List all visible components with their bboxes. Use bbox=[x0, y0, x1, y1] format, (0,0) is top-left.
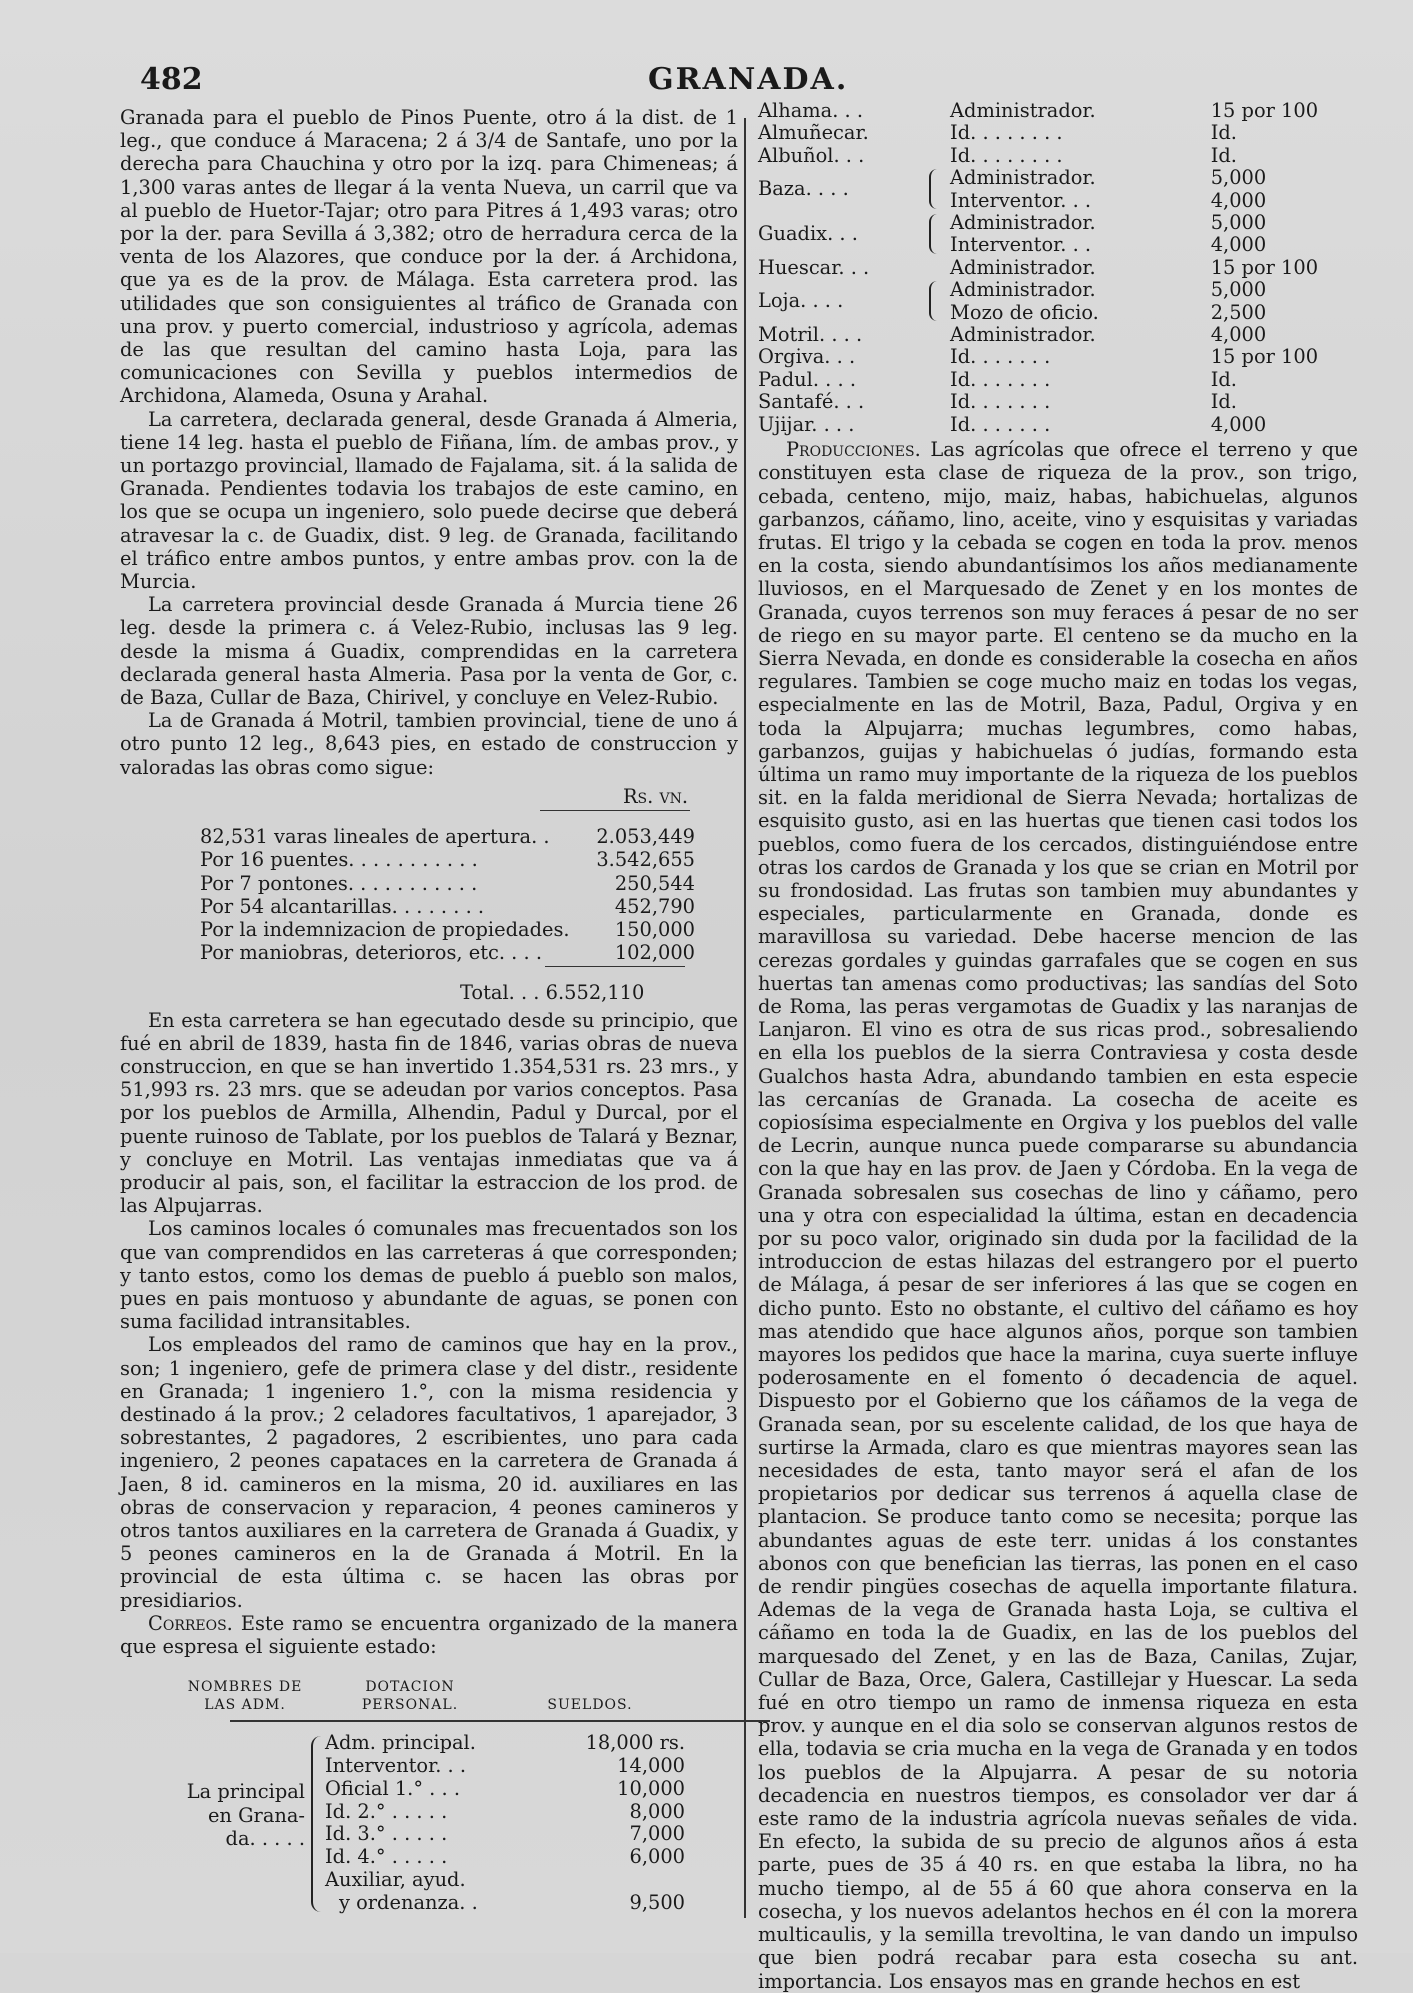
admin-salary: Id. bbox=[1210, 390, 1237, 414]
table-row bbox=[200, 825, 695, 848]
table-row bbox=[758, 414, 1358, 436]
table-row bbox=[758, 369, 1358, 391]
paragraph: En esta carretera se han egecutado desde su principio, que fué en abril de 1839, hasta fin de 1846, varias obras de nueva construccion, en que se han invertido 1.354,531 rs. 23 mrs., y 51,993 rs. 23 mrs. que se adeudan por varios conceptos. Pasa por los pueblos de Armilla, Alhendin, Padul y Durcal, por el puente ruinoso de Tablate, por los pueblos de Talará y Beznar, y concluye en Motril. Las ventajas inmediatas que va á producir al pais, son, el facilitar la estraccion de los prod. de las Alpujarras. bbox=[120, 1008, 738, 1218]
divider bbox=[540, 810, 690, 811]
table-row bbox=[758, 167, 1358, 212]
salary-value: 8,000 bbox=[629, 1799, 685, 1823]
table-row bbox=[758, 391, 1358, 413]
cost-value: 3.542,655 bbox=[596, 848, 695, 872]
costs-header: Rs. vn. bbox=[622, 784, 688, 808]
admin-salary: 15 por 100 bbox=[1210, 345, 1319, 369]
admin-salary-line: 2,500 bbox=[1210, 300, 1267, 324]
table-row bbox=[758, 324, 1358, 346]
staff-item: Auxiliar, ayud. bbox=[325, 1867, 466, 1891]
table-row bbox=[200, 872, 695, 895]
cost-label: Por maniobras, deterioros, etc. . . . bbox=[200, 941, 542, 965]
staff-item: y ordenanza. . bbox=[339, 1890, 478, 1914]
admin-salary-line: 4,000 bbox=[1210, 188, 1267, 212]
admin-salary-line: 4,000 bbox=[1210, 233, 1267, 257]
correos-table-header bbox=[120, 1678, 738, 1714]
staff-item: Id. 2.° . . . . . bbox=[325, 1799, 448, 1823]
section-label: Producciones. bbox=[786, 438, 921, 462]
cost-value: 452,790 bbox=[614, 894, 695, 918]
administrations-table bbox=[758, 100, 1358, 436]
admin-location: Ujijar. . . . bbox=[758, 412, 855, 436]
cost-label: 82,531 varas lineales de apertura. . bbox=[200, 825, 550, 849]
total-value: 6.552,110 bbox=[545, 981, 645, 1005]
salary-value: 10,000 bbox=[617, 1776, 685, 1800]
costs-table bbox=[200, 825, 695, 964]
admin-salary: 15 por 100 bbox=[1210, 255, 1319, 279]
cost-label: Por 54 alcantarillas. . . . . . . . bbox=[200, 894, 485, 918]
table-row bbox=[758, 279, 1358, 324]
column-rule bbox=[744, 118, 746, 1918]
salary-value: 18,000 rs. bbox=[585, 1731, 685, 1755]
cost-value: 250,544 bbox=[614, 871, 695, 895]
staff-item: Id. 3.° . . . . . bbox=[325, 1822, 448, 1846]
cost-label: Por 7 pontones. . . . . . . . . . . bbox=[200, 871, 478, 895]
admin-location: Huescar. . . bbox=[758, 255, 870, 279]
salary-value: 14,000 bbox=[617, 1754, 685, 1777]
admin-location: Guadix. . . bbox=[758, 222, 858, 246]
cost-label: Por la indemnizacion de propiedades. bbox=[200, 917, 570, 941]
admin-location: Loja. . . . bbox=[758, 289, 844, 313]
left-column bbox=[120, 106, 738, 1915]
admin-salary bbox=[1211, 167, 1358, 212]
admin-position: Administrador. bbox=[950, 255, 1096, 279]
costs-total bbox=[120, 981, 738, 1004]
admin-position-line: Administrador. bbox=[950, 211, 1096, 235]
staff-item: Adm. principal. bbox=[325, 1731, 476, 1755]
staff-item: Interventor. . . bbox=[325, 1754, 467, 1777]
brace bbox=[305, 1732, 325, 1914]
admin-position bbox=[950, 167, 1211, 212]
table-row bbox=[758, 212, 1358, 257]
running-title: GRANADA. bbox=[648, 62, 849, 97]
table-row bbox=[758, 122, 1358, 144]
admin-position-line: Interventor. . . bbox=[950, 233, 1092, 257]
staff-list bbox=[325, 1732, 565, 1914]
paragraph-text: Las agrícolas que ofrece el terreno y que constituyen esta clase de riqueza de la prov., son trigo, cebada, centeno, mijo, maiz, habas, habichuelas, algunos garbanzos, cáñamo, lino, aceite, vino y esquisitas y variadas frutas. El trigo y la cebada se cogen en toda la prov. menos en la costa, siendo abundantísimos los años medianamente lluviosos, en el Marquesado de Zenet y en los montes de Granada, cuyos terrenos son muy feraces á pesar de no ser de riego en su mayor parte. El centeno se da mucho en la Sierra Nevada, en donde es considerable la cosecha en años regulares. Tambien se coge mucho maiz en todas los vegas, especialmente en las de Motril, Baza, Padul, Orgiva y en toda la Alpujarra; muchas legumbres, como habas, garbanzos, guijas y habichuelas ó judías, formando esta última un ramo muy importante de la riqueza de los pueblos sit. en la falda meridional de Sierra Nevada; hortalizas de esquisito gusto, asi en las huertas que tienen casi todos los pueblos, como fuera de los cercados, distinguiéndose entre otras los cardos de Granada y los que se crian en Motril por su frondosidad. Las frutas son tambien muy abundantes y especiales, particularmente en Granada, donde es maravillosa su variedad. Debe hacerse mencion de las cerezas gordales y guindas garrafales que se cogen en sus huertas tan amenas como productivas; las sandías del Soto de Roma, las peras vergamotas de Guadix y las naranjas de Lanjaron. El vino es otra de sus ricas prod., sobresaliendo en ella los pueblos de la sierra Contraviesa y costa desde Gualchos hasta Adra, abundando tambien en esta especie las cercanías de Granada. La cosecha de aceite es copiosísima especialmente en Orgiva y los pueblos del valle de Lecrin, aunque nunca puede compararse su abundancia con la que hay en las prov. de Jaen y Córdoba. En la vega de Granada sobresalen sus cosechas de lino y cáñamo, pero una y otra con especialidad la última, estan en decadencia por su poco valor, originado sin duda por la facilidad de la introduccion de estas hilazas del estrangero por el puerto de Málaga, á pesar de ser inferiores á las que se cogen en dicho punto. Esto no obstante, el cultivo del cáñamo es hoy mas atendido que hace algunos años, porque son tambien mayores los pedidos que hace la marina, cuya suerte influye poderosamente en el fomento ó decadencia de aquel. Dispuesto por el Gobierno que los cáñamos de la vega de Granada sean, por su escelente calidad, de los que haya de surtirse la Armada, claro es que mientras mayores sean las necesidades de esta, tanto mayor será el afan de los propietarios por dedicar sus terrenos á aquella clase de plantacion. Se produce tanto como se necesita; porque las abundantes aguas de este terr. unidas á los constantes abonos con que benefician las tierras, las ponen en el caso de rendir pingües cosechas de aquella importante filatura. Ademas de la vega de Granada hasta Loja, se cultiva el cáñamo en toda la de Guadix, en las de los pueblos del marquesado del Zenet, y en las de Baza, Canilas, Zujar, Cullar de Baza, Orce, Galera, Castillejar y Huescar. La seda fué en otro tiempo un ramo de inmensa riqueza en esta prov. y aunque en el dia solo se conservan algunos restos de ella, todavia se cria mucha en la vega de Granada y en todos los pueblos de la Alpujarra. A pesar de su notoria decadencia en nuestros tiempos, es consolador ver dar á este ramo de la industria agrícola nuevas señales de vida. En efecto, la subida de su precio de algunos años á esta parte, pues de 35 á 40 rs. en que estaba la libra, no ha mucho tiempo, al de 55 á 60 que ahora conserva en la cosecha, y los nuevos adelantos hechos en él con la morera multicaulis, y la semilla trevoltina, le van dando un impulso que bien podrá recabar para esta cosecha su ant. importancia. Los ensayos mas en grande hechos en est bbox=[758, 438, 1359, 1993]
paragraph: La de Granada á Motril, tambien provincial, tiene de uno á otro punto 12 leg., 8,643 pies, en estado de construccion y valoradas las obras como sigue: bbox=[120, 709, 738, 779]
admin-position: Id. . . . . . . bbox=[950, 390, 1051, 414]
admin-position: Administrador. bbox=[950, 323, 1096, 347]
total-label: Total. . . bbox=[460, 981, 540, 1005]
admin-position: Id. . . . . . . . bbox=[950, 143, 1063, 167]
admin-position: Id. . . . . . . bbox=[950, 345, 1051, 369]
brace bbox=[925, 167, 950, 212]
admin-salary: Id. bbox=[1210, 143, 1237, 167]
paragraph-text: Este ramo se encuentra organizado de la manera que espresa el siguiente estado: bbox=[120, 1611, 738, 1658]
right-column bbox=[758, 100, 1358, 1993]
admin-salary: Id. bbox=[1210, 367, 1237, 391]
admin-location: Baza. . . . bbox=[758, 177, 849, 201]
cost-value: 2.053,449 bbox=[596, 825, 695, 849]
admin-location: Motril. . . . bbox=[758, 323, 863, 347]
page-number: 482 bbox=[140, 62, 203, 97]
salary-value: 9,500 bbox=[629, 1890, 685, 1914]
divider bbox=[230, 1720, 770, 1722]
table-row bbox=[758, 257, 1358, 279]
admin-salary: 4,000 bbox=[1210, 412, 1267, 436]
admin-location: Orgiva. . . bbox=[758, 345, 856, 369]
group-line: La principal bbox=[186, 1780, 305, 1804]
admin-salary: Id. bbox=[1210, 121, 1237, 145]
column-header: NOMBRES DE LAS ADM. bbox=[187, 1679, 303, 1714]
admin-position: Id. . . . . . . . bbox=[950, 121, 1063, 145]
admin-salary bbox=[1211, 212, 1358, 257]
table-row bbox=[200, 848, 695, 871]
admin-location: Santafé. . . bbox=[758, 390, 865, 414]
table-row bbox=[758, 145, 1358, 167]
cost-label: Por 16 puentes. . . . . . . . . . . bbox=[200, 848, 478, 872]
admin-salary-line: 5,000 bbox=[1210, 166, 1267, 190]
admin-position: Id. . . . . . . bbox=[950, 412, 1051, 436]
group-line: en Grana- bbox=[207, 1803, 305, 1827]
correos-table bbox=[120, 1732, 738, 1914]
table-row bbox=[200, 895, 695, 918]
column-header: SUELDOS. bbox=[547, 1697, 633, 1714]
group-line: da. . . . . bbox=[225, 1827, 305, 1851]
admin-location: Albuñol. . . bbox=[758, 143, 865, 167]
salary-value: 7,000 bbox=[629, 1822, 685, 1846]
admin-salary bbox=[1211, 279, 1358, 324]
paragraph bbox=[120, 1612, 738, 1658]
salary-value bbox=[565, 1869, 685, 1892]
paragraph: Granada para el pueblo de Pinos Puente, otro á la dist. de 1 leg., que conduce á Maracena; 2 á 3/4 de Santafe, uno por la derecha para Chauchina y otro por la izq. para Chimeneas; á 1,300 varas antes de llegar á la venta Nueva, un carril que va al pueblo de Huetor-Tajar; otro para Pitres á 1,493 varas; otro por la der. para Sevilla á 3,382; otro de herradura cerca de la venta de los Alazores, que conduce por la der. á Archidona, que ya es de la prov. de Málaga. Esta carretera prod. las utilidades que son consiguientes al tráfico de Granada con una prov. y puerto comercial, industrioso y agrícola, ademas de las que resultan del camino hasta Loja, para las comunicaciones con Sevilla y pueblos intermedios de Archidona, Alameda, Osuna y Arahal. bbox=[120, 106, 738, 408]
table-row bbox=[200, 941, 695, 964]
brace bbox=[925, 212, 950, 257]
admin-position-line: Administrador. bbox=[950, 278, 1096, 302]
paragraph: La carretera, declarada general, desde Granada á Almeria, tiene 14 leg. hasta el pueblo de Fiñana, lím. de ambas prov., y un portazgo provincial, llamado de Fajalama, sit. á la salida de Granada. Pendientes todavia los trabajos de este camino, en los que se ocupa un ingeniero, solo puede decirse que deberá atravesar la c. de Guadix, dist. 9 leg. de Granada, facilitando el tráfico entre ambos puntos, y entre ambas prov. con la de Murcia. bbox=[120, 407, 738, 594]
admin-position-line: Administrador. bbox=[950, 166, 1096, 190]
column-header: DOTACION PERSONAL. bbox=[361, 1679, 459, 1714]
admin-position: Id. . . . . . . bbox=[950, 367, 1051, 391]
section-label: Correos. bbox=[148, 1611, 233, 1635]
salary-value: 6,000 bbox=[629, 1845, 685, 1869]
admin-position bbox=[950, 212, 1211, 257]
paragraph: La carretera provincial desde Granada á Murcia tiene 26 leg. desde la primera c. á Velez-Rubio, inclusas las 9 leg. desde la misma á Guadix, comprendidas en la carretera declarada general hasta Almeria. Pasa por la venta de Gor, c. de Baza, Cullar de Baza, Chirivel, y concluye en Velez-Rubio. bbox=[120, 593, 738, 710]
admin-salary-line: 5,000 bbox=[1210, 211, 1267, 235]
admin-position bbox=[950, 279, 1211, 324]
divider bbox=[545, 966, 685, 967]
admin-salary: 4,000 bbox=[1210, 323, 1267, 347]
admin-location: Almuñecar. bbox=[758, 121, 869, 145]
paragraph: Los caminos locales ó comunales mas frecuentados son los que van comprendidos en las carreteras á que corresponden; y tanto estos, como los demas de pueblo á pueblo son malos, pues en pais montuoso y abundante de aguas, se ponen con suma facilidad intransitables. bbox=[120, 1217, 738, 1334]
brace bbox=[925, 279, 950, 324]
staff-item: Oficial 1.° . . . bbox=[325, 1776, 460, 1800]
admin-salary: 15 por 100 bbox=[1210, 99, 1319, 122]
paragraph: Los empleados del ramo de caminos que hay en la prov., son; 1 ingeniero, gefe de primera clase y del distr., residente en Granada; 1 ingeniero 1.°, con la misma residencia y destinado á la prov.; 2 celadores facultativos, 1 aparejador, 3 sobrestantes, 2 pagadores, 2 escribientes, uno para cada ingeniero, 2 peones capataces en la carretera de Granada á Jaen, 8 id. camineros en la misma, 20 id. auxiliares en las obras de conservacion y reparacion, 4 peones camineros y otros tantos auxiliares en la carretera de Granada á Guadix, y 5 peones camineros en la de Granada á Motril. En la provincial de esta última c. se hacen las obras por presidiarios. bbox=[120, 1333, 738, 1612]
table-row bbox=[758, 100, 1358, 122]
staff-item: Id. 4.° . . . . . bbox=[325, 1845, 448, 1869]
cost-value: 150,000 bbox=[614, 917, 695, 941]
admin-salary-line: 5,000 bbox=[1210, 278, 1267, 302]
admin-group-label bbox=[120, 1732, 305, 1914]
table-row bbox=[758, 346, 1358, 368]
paragraph bbox=[758, 438, 1358, 1993]
admin-position-line: Interventor. . . bbox=[950, 188, 1092, 212]
admin-location: Padul. . . . bbox=[758, 367, 856, 391]
salary-list bbox=[565, 1732, 685, 1914]
cost-value: 102,000 bbox=[614, 941, 695, 965]
admin-location: Alhama. . . bbox=[758, 99, 864, 122]
admin-position: Administrador. bbox=[950, 99, 1096, 122]
table-row bbox=[200, 918, 695, 941]
admin-position-line: Mozo de oficio. bbox=[950, 300, 1099, 324]
